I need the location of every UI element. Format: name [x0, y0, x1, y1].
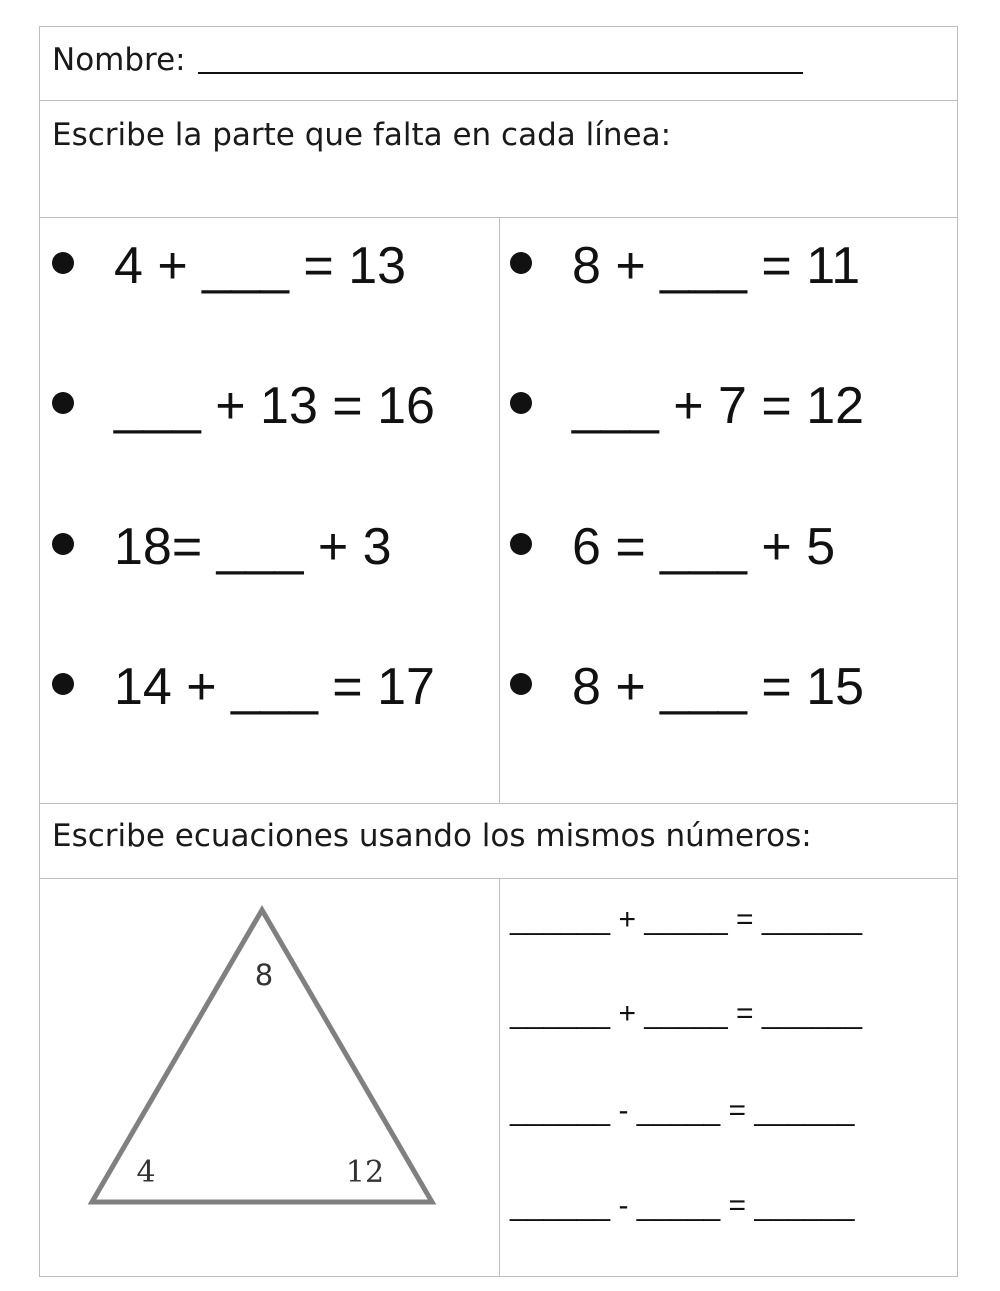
fact-family-triangle [40, 879, 498, 1277]
equation-right-4[interactable] [510, 658, 865, 716]
triangle-bottom-left-number: 4 [136, 1155, 156, 1190]
equation-right-3[interactable] [510, 518, 836, 576]
equation-right-2[interactable] [510, 377, 865, 435]
bullet [52, 533, 74, 555]
blank-equation-2[interactable]: ______ + _____ = ______ [510, 997, 863, 1030]
name-row [52, 42, 803, 78]
bullet [510, 533, 532, 555]
equation-left-2[interactable] [52, 377, 435, 435]
blank-equation-3[interactable]: ______ - _____ = ______ [510, 1094, 855, 1127]
name-label: Nombre: [52, 42, 186, 78]
divider [40, 803, 957, 804]
equation-text: 4 + ___ = 13 [114, 237, 407, 295]
bullet [52, 392, 74, 414]
equation-text: ___ + 7 = 12 [572, 377, 865, 435]
column-divider [499, 878, 500, 1277]
equation-text: 6 = ___ + 5 [572, 518, 836, 576]
equation-text: 8 + ___ = 11 [572, 237, 861, 295]
equation-left-1[interactable] [52, 237, 407, 295]
divider [40, 100, 957, 101]
bullet [510, 392, 532, 414]
bullet [510, 252, 532, 274]
worksheet [39, 26, 958, 1277]
equation-right-1[interactable] [510, 237, 861, 295]
blank-equation-4[interactable]: ______ - _____ = ______ [510, 1189, 855, 1222]
bullet [52, 673, 74, 695]
name-field[interactable] [198, 42, 803, 74]
equation-text: ___ + 13 = 16 [114, 377, 435, 435]
instruction-write-equations: Escribe ecuaciones usando los mismos números: [52, 818, 812, 854]
triangle-bottom-right-number: 12 [345, 1155, 385, 1190]
blank-equation-1[interactable]: ______ + _____ = ______ [510, 903, 863, 936]
equation-left-4[interactable] [52, 658, 435, 716]
column-divider [499, 217, 500, 803]
equation-left-3[interactable] [52, 518, 392, 576]
equation-text: 18= ___ + 3 [114, 518, 392, 576]
equation-text: 8 + ___ = 15 [572, 658, 865, 716]
triangle-top-number: 8 [254, 958, 274, 992]
instruction-missing-part: Escribe la parte que falta en cada línea: [52, 117, 672, 153]
bullet [52, 252, 74, 274]
equation-text: 14 + ___ = 17 [114, 658, 435, 716]
bullet [510, 673, 532, 695]
